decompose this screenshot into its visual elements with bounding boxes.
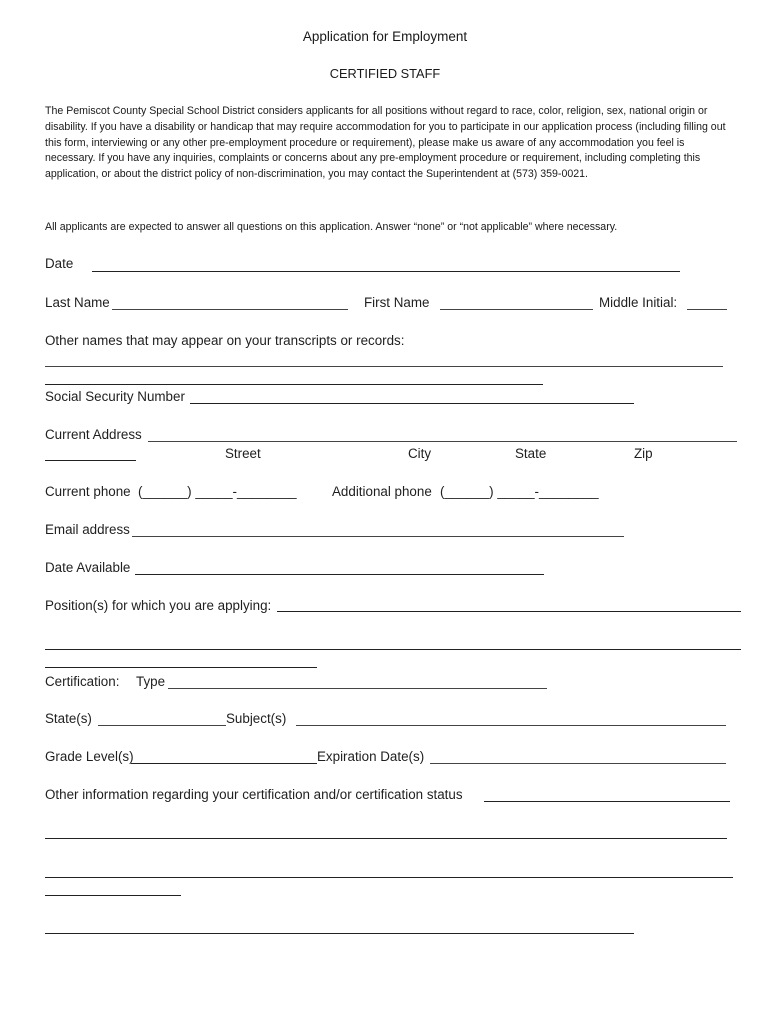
date-field[interactable] [92,271,680,272]
additional-phone-field[interactable]: (______) _____-________ [440,484,599,499]
certification-type-field[interactable] [168,688,547,689]
current-address-field-line2[interactable] [45,460,136,461]
subjects-label: Subject(s) [226,711,287,726]
address-zip-caption: Zip [634,446,653,461]
first-name-field[interactable] [440,309,593,310]
address-state-caption: State [515,446,547,461]
date-available-label: Date Available [45,560,131,575]
expiration-label: Expiration Date(s) [317,749,425,764]
other-names-field-line2[interactable] [45,384,543,385]
positions-field-line3[interactable] [45,667,317,668]
positions-label: Position(s) for which you are applying: [45,598,272,613]
ssn-field[interactable] [190,403,634,404]
other-info-field-line2[interactable] [45,838,727,839]
first-name-label: First Name [364,295,430,310]
other-info-field-line1[interactable] [484,801,730,802]
address-street-caption: Street [225,446,261,461]
last-name-field[interactable] [112,309,348,310]
other-info-field-line5[interactable] [45,933,634,934]
subjects-field[interactable] [296,725,726,726]
middle-initial-label: Middle Initial: [599,295,678,310]
ssn-label: Social Security Number [45,389,185,404]
other-info-field-line4[interactable] [45,895,181,896]
current-phone-label: Current phone [45,484,131,499]
grade-levels-field[interactable] [131,763,317,764]
instructions-text: All applicants are expected to answer all questions on this application. Answer “none” or “not applicable” where necessary. [45,221,618,233]
email-field[interactable] [132,536,624,537]
form-subtitle: CERTIFIED STAFF [329,66,441,81]
current-phone-field[interactable]: (______) _____-________ [138,484,297,499]
certification-type-label: Type [136,674,166,689]
expiration-field[interactable] [430,763,726,764]
nondiscrimination-paragraph: The Pemiscot County Special School District considers applicants for all positions without regard to race, color, religion, sex, national origin or disability. If you have a disability or handicap that may require accommodation for you to participate in our application process (including filling out this form, interviewing or any other pre-employment procedure or requirement), please make us aware of any accommodation you feel is necessary. If you have any inquiries, complaints or concerns about any pre-employment procedure or requirement, including completing this application, or about the district policy of non-discrimination, you may contact the Superintendent at (573) 359-0021. [45,105,726,181]
other-names-label: Other names that may appear on your transcripts or records: [45,333,405,348]
current-address-field[interactable] [148,441,737,442]
date-available-field[interactable] [135,574,544,575]
positions-field-line1[interactable] [277,611,741,612]
grade-levels-label: Grade Level(s) [45,749,134,764]
other-info-field-line3[interactable] [45,877,733,878]
date-label: Date [45,256,74,271]
other-names-field-line1[interactable] [45,366,723,367]
additional-phone-label: Additional phone [332,484,432,499]
email-label: Email address [45,522,130,537]
states-label: State(s) [45,711,92,726]
certification-label: Certification: [45,674,120,689]
states-field[interactable] [98,725,226,726]
positions-field-line2[interactable] [45,649,741,650]
form-title: Application for Employment [302,29,468,44]
address-city-caption: City [408,446,432,461]
other-info-label: Other information regarding your certification and/or certification status [45,787,463,802]
last-name-label: Last Name [45,295,110,310]
middle-initial-field[interactable] [687,309,727,310]
current-address-label: Current Address [45,427,142,442]
